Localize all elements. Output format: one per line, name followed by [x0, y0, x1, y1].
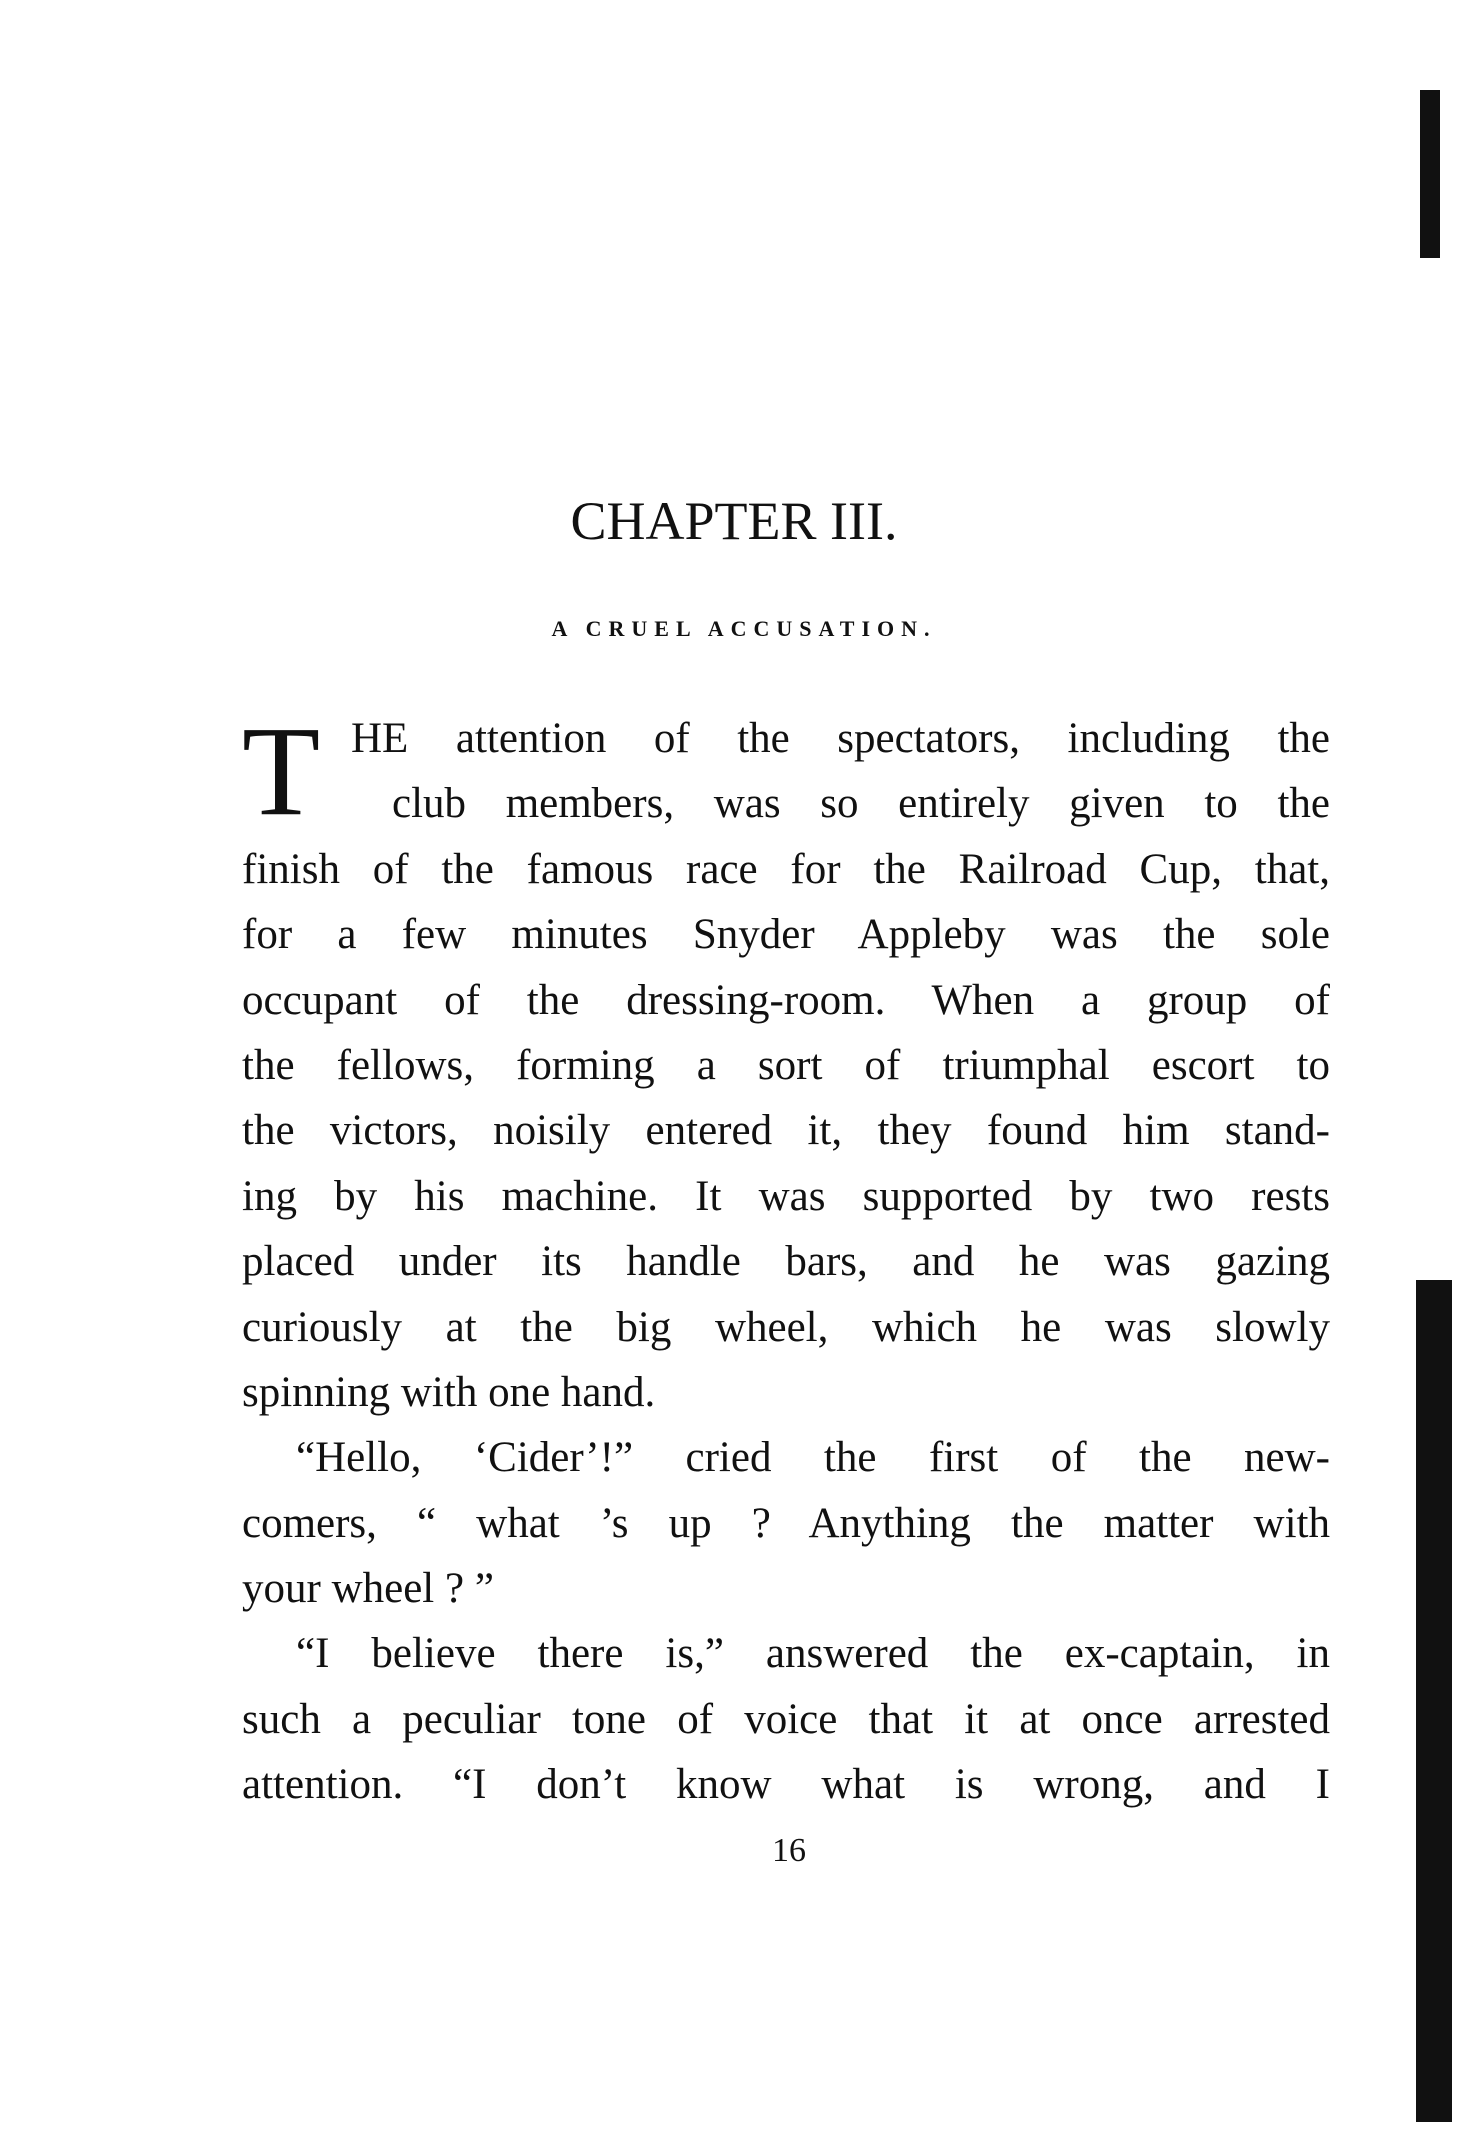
body-text — [242, 700, 1330, 1818]
text-line: finish of the famous race for the Railroad Cup, that, — [242, 845, 1330, 893]
text-line: “Hello, ‘Cider’!” cried the first of the new- — [296, 1434, 1330, 1482]
text-line: “I believe there is,” answered the ex-captain, in — [296, 1630, 1330, 1678]
text-line: for a few minutes Snyder Appleby was the sole — [242, 911, 1330, 959]
text-line: placed under its handle bars, and he was gazing — [242, 1238, 1330, 1286]
drop-cap: T — [242, 700, 321, 842]
text-line: HE attention of the spectators, including the — [351, 715, 1330, 762]
chapter-heading: CHAPTER III. — [570, 491, 898, 551]
scan-edge-mark-top — [1420, 90, 1440, 258]
text-line: occupant of the dressing-room. When a group of — [242, 976, 1330, 1024]
text-line: curiously at the big wheel, which he was slowly — [242, 1303, 1330, 1351]
page-number: 16 — [772, 1832, 806, 1869]
text-line: the fellows, forming a sort of triumphal escort to — [242, 1041, 1330, 1089]
chapter-title: A CRUEL ACCUSATION. — [551, 616, 937, 641]
scan-edge-mark-bottom — [1416, 1280, 1452, 2122]
text-line: spinning with one hand. — [242, 1368, 656, 1416]
text-line: your wheel ? ” — [242, 1565, 494, 1613]
text-line: such a peculiar tone of voice that it at once arrested — [242, 1695, 1330, 1743]
text-line: comers, “ what ’s up ? Anything the matter with — [242, 1499, 1330, 1547]
text-line: attention. “I don’t know what is wrong, and I — [242, 1761, 1330, 1809]
text-line: club members, was so entirely given to the — [392, 780, 1330, 828]
text-line: the victors, noisily entered it, they found him stand- — [242, 1107, 1330, 1155]
text-line: ing by his machine. It was supported by two rests — [242, 1172, 1330, 1220]
